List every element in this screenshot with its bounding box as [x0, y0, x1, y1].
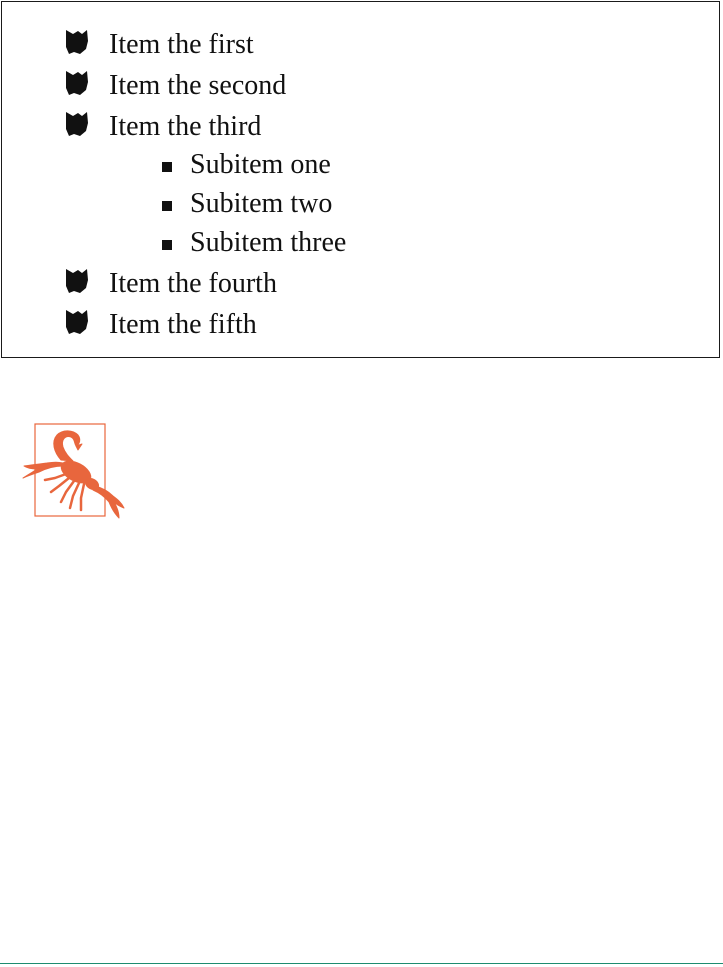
- ohio-shape-icon: [62, 68, 92, 98]
- bullet-list-box: [1, 1, 720, 358]
- sub-item-3: [190, 227, 346, 259]
- list-item-label: Item the second: [109, 70, 287, 101]
- ohio-shape-icon: [62, 307, 92, 337]
- square-icon: [162, 162, 172, 172]
- list-item-label: Item the first: [109, 29, 254, 60]
- footer-rule: [0, 963, 723, 964]
- list-item-5: [109, 309, 257, 341]
- ohio-shape-icon: [62, 27, 92, 57]
- list-item-1: [109, 29, 254, 61]
- list-item-3: [109, 111, 261, 143]
- list-item-label: Item the fifth: [109, 309, 257, 340]
- sub-item-label: Subitem three: [190, 227, 347, 258]
- sub-item-label: Subitem one: [190, 149, 331, 180]
- list-item-4: [109, 268, 277, 300]
- ohio-shape-icon: [62, 266, 92, 296]
- square-icon: [162, 240, 172, 250]
- sub-item-2: [190, 188, 332, 220]
- list-item-label: Item the fourth: [109, 268, 277, 299]
- list-item-2: [109, 70, 286, 102]
- sub-item-label: Subitem two: [190, 188, 333, 219]
- square-icon: [162, 201, 172, 211]
- sub-item-1: [190, 149, 331, 181]
- ohio-shape-icon: [62, 109, 92, 139]
- list-item-label: Item the third: [109, 111, 262, 142]
- scorpion-icon: [21, 422, 125, 522]
